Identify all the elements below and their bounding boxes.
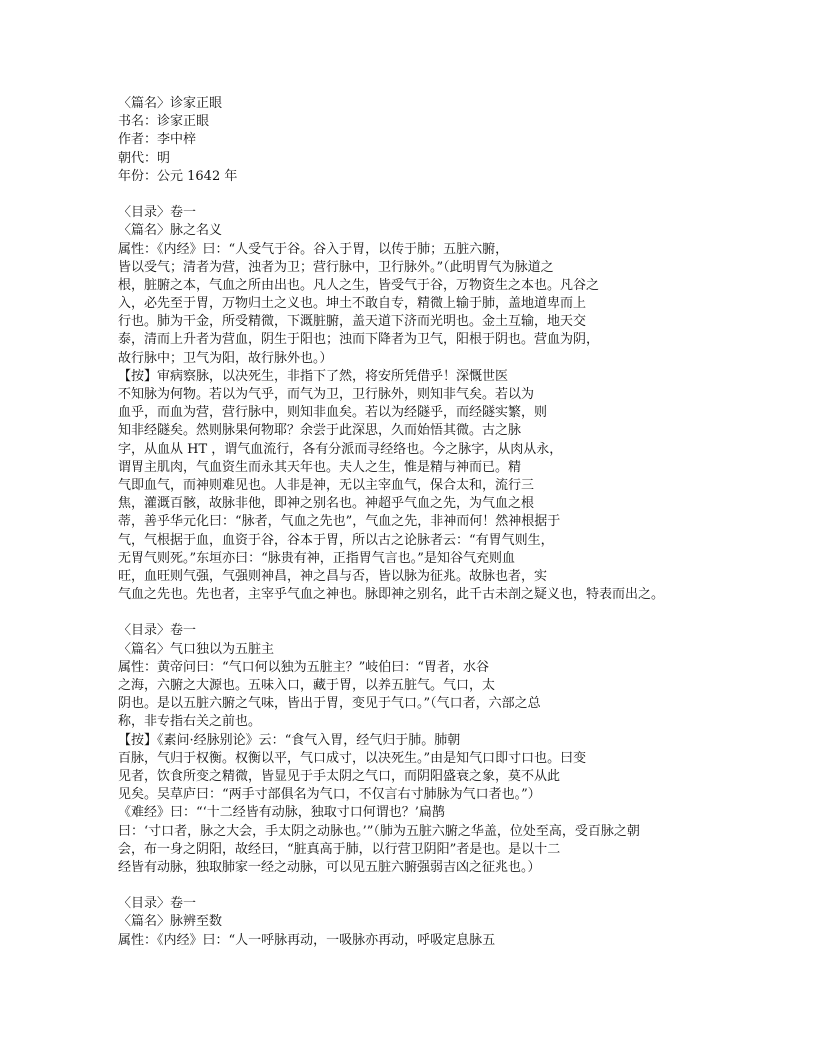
text-line: 经皆有动脉，独取肺家一经之动脉，可以见五脏六腑强弱吉凶之征兆也。） [118, 859, 541, 875]
text-line: 无胃气则死。”东垣亦曰：“脉贵有神，正指胃气言也。”是知谷气充则血 [118, 550, 515, 566]
text-line: 书名：诊家正眼 [118, 114, 210, 130]
text-line: 血乎，而血为营，营行脉中，则知非血矣。若以为经隧乎，而经隧实繁，则 [118, 405, 548, 421]
text-line: 谓胃主肌肉，气血资生而永其天年也。夫人之生，惟是精与神而已。精 [118, 459, 522, 475]
text-line: 属性：黄帝问曰：“气口何以独为五脏主？”岐伯曰：“胃者，水谷 [118, 659, 489, 675]
text-line: 〈目录〉卷一 [118, 623, 197, 639]
text-line: 泰，清而上升者为营血，阴生于阳也；浊而下降者为卫气，阳根于阴也。营血为阴， [118, 332, 600, 348]
text-line: 属性：《内经》曰：“人受气于谷。谷入于胃，以传于肺；五脏六腑， [118, 241, 509, 257]
text-line: 不知脉为何物。若以为气乎，而气为卫，卫行脉外，则知非气矣。若以为 [118, 387, 535, 402]
text-line: 作者：李中梓 [118, 132, 197, 148]
text-line: 〈篇名〉脉之名义 [118, 223, 223, 239]
document-page [118, 95, 808, 950]
text-line: 气血之先也。先也者，主宰乎气血之神也。脉即神之别名，此千古未剖之疑义也，特表而出之。 [118, 587, 665, 603]
text-line: 《难经》曰：“‘十二经皆有动脉，独取寸口何谓也？’扁鹊 [118, 805, 445, 821]
text-line: 属性：《内经》曰：“人一呼脉再动，一吸脉亦再动，呼吸定息脉五 [118, 932, 496, 948]
text-line: 曰：‘寸口者，脉之大会，手太阴之动脉也。’”（肺为五脏六腑之华盖，位处至高，受百脉之朝 [118, 823, 640, 839]
text-line: 蒂，善乎华元化曰：“脉者，气血之先也”，气血之先，非神而何！然神根据于 [118, 514, 561, 530]
text-line: 【按】《素问·经脉别论》云：“食气入胃，经气归于肺。肺朝 [118, 732, 461, 748]
text-line: 焦，灌溉百骸，故脉非他，即神之别名也。神超乎气血之先，为气血之根 [118, 496, 535, 512]
text-line: 阴也。是以五脏六腑之气味，皆出于胃，变见于气口。”（气口者，六部之总 [118, 696, 541, 712]
text-line: 皆以受气；清者为营，浊者为卫；营行脉中，卫行脉外。”（此明胃气为脉道之 [118, 259, 554, 275]
blank-line [118, 186, 808, 204]
text-line: 【按】审病察脉，以决死生，非指下了然，将安所凭借乎！深慨世医 [118, 368, 509, 384]
text-line: 朝代：明 [118, 150, 171, 166]
text-line: 称，非专指右关之前也。 [118, 714, 262, 730]
text-line: 见矣。吴草庐曰：“两手寸部俱名为气口，不仅言右寸肺脉为气口者也。”） [118, 787, 541, 803]
text-line: 〈篇名〉脉辨至数 [118, 914, 223, 930]
blank-line [118, 877, 808, 895]
text-line: 会，布一身之阴阳，故经曰，“脏真高于肺，以行营卫阴阳”者是也。是以十二 [118, 841, 561, 857]
text-line: 根，脏腑之本，气血之所由出也。凡人之生，皆受气于谷，万物资生之本也。凡谷之 [118, 277, 600, 293]
text-line: 〈篇名〉诊家正眼 [118, 96, 223, 111]
text-line: 年份：公元 1642 年 [118, 168, 238, 184]
text-line: 百脉，气归于权衡。权衡以平，气口成寸，以决死生。”由是知气口即寸口也。曰变 [118, 750, 587, 766]
text-line: 见者，饮食所变之精微，皆显见于手太阴之气口，而阴阳盛衰之象，莫不从此 [118, 768, 561, 784]
text-line: 旺，血旺则气强，气强则神昌，神之昌与否，皆以脉为征兆。故脉也者，实 [118, 568, 548, 584]
text-line: 行也。肺为干金，所受精微，下溉脏腑，盖天道下济而光明也。金土互输，地天交 [118, 314, 587, 330]
text-line: 气，气根据于血，血资于谷，谷本于胃，所以古之论脉者云：“有胃气则生， [118, 532, 554, 548]
blank-line [118, 604, 808, 622]
text-line: 〈篇名〉气口独以为五脏主 [118, 641, 275, 657]
text-line: 气即血气，而神则难见也。人非是神，无以主宰血气，保合太和，流行三 [118, 477, 535, 493]
text-line: 〈目录〉卷一 [118, 205, 197, 221]
text-line: 入，必先至于胃，万物归土之义也。坤土不敢自专，精微上输于肺，盖地道卑而上 [118, 296, 587, 312]
text-line: 〈目录〉卷一 [118, 896, 197, 912]
text-line: 字，从血从 HT ，谓气血流行，各有分派而寻经络也。今之脉字，从肉从永， [118, 441, 563, 457]
text-line: 知非经隧矣。然则脉果何物耶？余尝于此深思，久而始悟其微。古之脉 [118, 423, 522, 439]
text-line: 之海，六腑之大源也。五味入口，藏于胃，以养五脏气。气口，太 [118, 678, 496, 693]
text-line: 故行脉中；卫气为阳，故行脉外也。） [118, 350, 333, 366]
